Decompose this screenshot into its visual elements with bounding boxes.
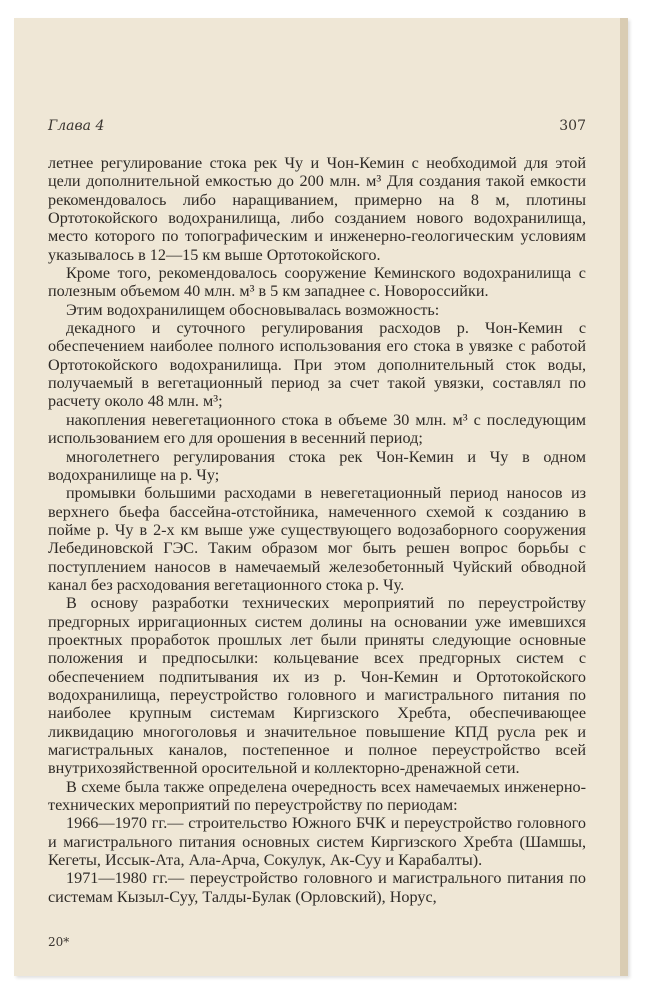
paragraph: многолетнего регулирования стока рек Чон-Кемин и Чу в одном водохранилище на р. Чу; [48, 447, 586, 484]
paragraph: Кроме того, рекомендовалось сооружение Кеминского водохранилища с полезным объемом 40 млн. м³ в 5 км западнее с. Новороссийки. [48, 264, 586, 301]
paragraph: 1966—1970 гг.— строительство Южного БЧК и переустройство головного и магистрального питания основных систем Киргизского Хребта (Шамшы, Кегеты, Иссык-Ата, Ала-Арча, Сокулук, Ак-Суу и Карабалты). [48, 814, 586, 870]
paragraph: накопления невегетационного стока в объеме 30 млн. м³ с последующим использованием его для орошения в весенний период; [48, 410, 586, 448]
paragraph: Этим водохранилищем обосновывалась возможность: [66, 300, 440, 319]
page-header [48, 118, 586, 138]
signature-mark: 20* [48, 935, 70, 949]
chapter-title: Глава 4 [48, 118, 105, 134]
paragraph: декадного и суточного регулирования расходов р. Чон-Кемин с обеспечением наиболее полного использования его стока в увязке с работой Ортотокойского водохранилища. При этом дополнительный сток воды, получаемый в вегетационный период за счет такой увязки, составлял по расчету около 48 млн. м³; [48, 319, 586, 411]
paragraph: 1971—1980 гг.— переустройство головного и магистрального питания по системам Кызыл-Суу, Талды-Булак (Орловский), Норус, [48, 869, 586, 906]
paragraph: летнее регулирование стока рек Чу и Чон-Кемин с необходимой для этой цели дополнительной емкостью до 200 млн. м³ Для создания такой емкости рекомендовалось либо наращиванием, примерно на 8 м, плотины Ортотокойского водохранилища, либо созданием нового водохранилища, место которого по топографическим и инженерно-геологическим условиям указывалось в 12—15 км выше Ортотокойского. [48, 154, 586, 264]
paragraph: промывки большими расходами в невегетационный период наносов из верхнего бьефа бассейна-отстойника, намеченного схемой к созданию в пойме р. Чу в 2-х км выше уже существующего водозаборного сооружения Лебединовской ГЭС. Таким образом мог быть решен вопрос борьбы с поступлением наносов в намечаемый железобетонный Чуйский обводной канал без расходования вегетационного стока р. Чу. [48, 484, 586, 594]
paragraph: В основу разработки технических мероприятий по переустройству предгорных ирригационных систем долины на основании уже имевшихся проектных проработок прошлых лет были приняты следующие основные положения и предпосылки: кольцевание всех предгорных систем с обеспечением подпитывания их из р. Чон-Кемин и Ортотокойского водохранилища, переустройство головного и магистрального питания по наиболее крупным системам Киргизского Хребта, обеспечивающее ликвидацию многоголовья и значительное повышение КПД русла рек и магистральных каналов, постепенное и полное переустройство всей внутрихозяйственной оросительной и коллекторно-дренажной сети. [48, 594, 586, 778]
page-number: 307 [559, 118, 586, 134]
page-body [48, 154, 586, 906]
paragraph: В схеме была также определена очередность всех намечаемых инженерно-технических мероприятий по переустройству по периодам: [48, 777, 586, 815]
book-page [14, 18, 628, 976]
